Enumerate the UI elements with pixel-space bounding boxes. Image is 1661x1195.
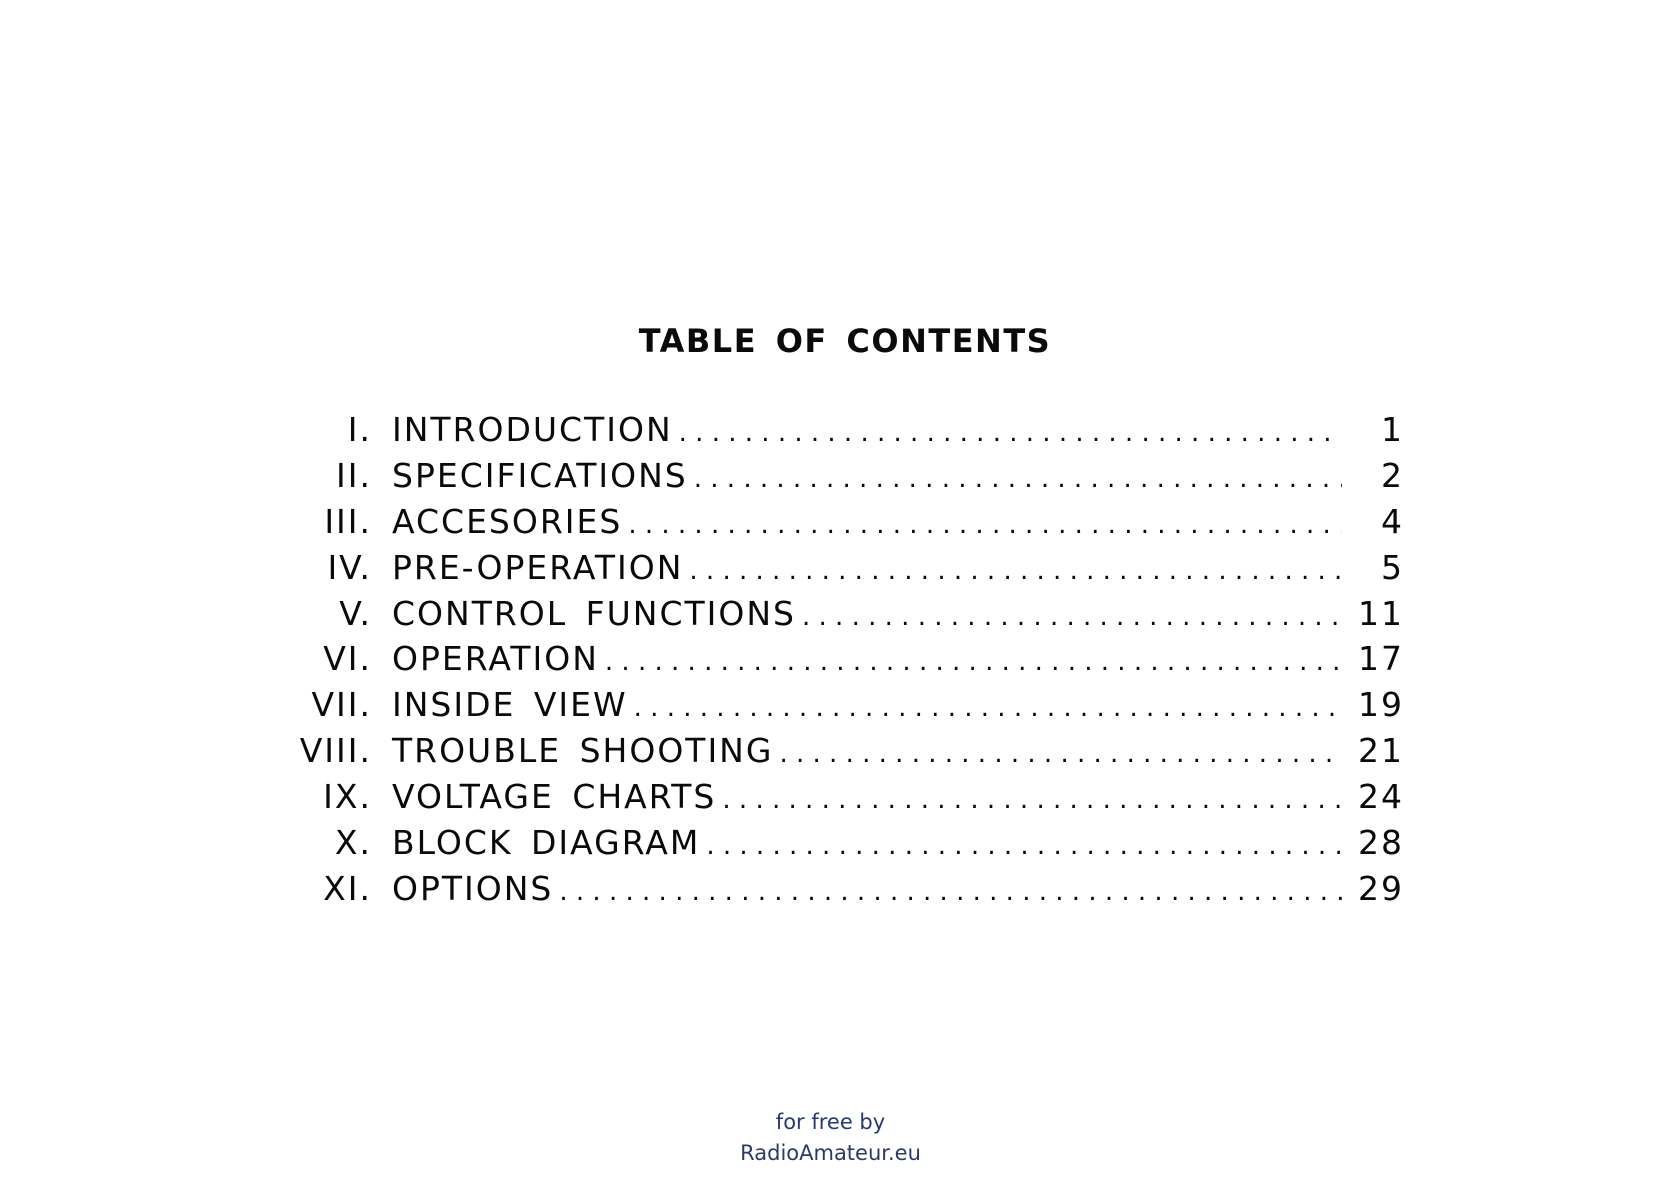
dot-leader bbox=[628, 510, 1342, 540]
toc-page-number: 19 bbox=[1358, 685, 1404, 725]
toc-label: PRE-OPERATION bbox=[392, 547, 684, 587]
footer-site-name: RadioAmateur.eu bbox=[740, 1141, 921, 1165]
toc-page-number: 2 bbox=[1381, 455, 1404, 495]
toc-label: OPERATION bbox=[392, 639, 599, 679]
toc-label: OPTIONS bbox=[392, 868, 554, 908]
dot-leader bbox=[689, 556, 1342, 586]
toc-label: VOLTAGE CHARTS bbox=[392, 777, 717, 817]
toc-numeral: VI. bbox=[323, 639, 372, 679]
toc-page-number: 24 bbox=[1358, 777, 1404, 817]
toc-page-number: 28 bbox=[1358, 823, 1404, 863]
page-title: TABLE OF CONTENTS bbox=[638, 322, 1052, 360]
toc-numeral: VIII. bbox=[299, 731, 372, 771]
toc-page-number: 21 bbox=[1358, 731, 1404, 771]
dot-leader bbox=[559, 877, 1342, 907]
toc-label: TROUBLE SHOOTING bbox=[392, 731, 774, 771]
toc-numeral: V. bbox=[339, 593, 372, 633]
toc-numeral: II. bbox=[336, 455, 372, 495]
dot-leader bbox=[605, 647, 1342, 677]
toc-entry-options bbox=[280, 869, 1404, 915]
toc-label: INSIDE VIEW bbox=[392, 685, 628, 725]
toc-entry-voltage-charts bbox=[280, 777, 1404, 823]
toc-label: CONTROL FUNCTIONS bbox=[392, 593, 796, 633]
toc-entry-inside-view bbox=[280, 685, 1404, 731]
dot-leader bbox=[679, 418, 1342, 448]
footer-credit: for free by bbox=[775, 1110, 886, 1134]
dot-leader bbox=[802, 602, 1342, 632]
toc-page-number: 29 bbox=[1358, 868, 1404, 908]
toc-page-number: 5 bbox=[1381, 547, 1404, 587]
toc-page-number: 17 bbox=[1358, 639, 1404, 679]
toc-label: INTRODUCTION bbox=[392, 410, 673, 449]
toc-entry-trouble-shooting bbox=[280, 731, 1404, 777]
toc-label: SPECIFICATIONS bbox=[392, 455, 688, 495]
dot-leader bbox=[694, 464, 1342, 494]
toc-entry-introduction bbox=[280, 410, 1404, 456]
toc-label: BLOCK DIAGRAM bbox=[392, 823, 701, 863]
toc-entry-block-diagram bbox=[280, 823, 1404, 869]
toc-numeral: VII. bbox=[311, 685, 372, 725]
toc-entry-accesories bbox=[280, 502, 1404, 548]
dot-leader bbox=[634, 693, 1342, 723]
toc-numeral: IX. bbox=[323, 777, 372, 817]
dot-leader bbox=[706, 831, 1342, 861]
toc-page-number: 4 bbox=[1381, 501, 1404, 541]
toc-numeral: X. bbox=[334, 823, 372, 863]
toc-entry-pre-operation bbox=[280, 548, 1404, 594]
toc-label: ACCESORIES bbox=[392, 501, 623, 541]
toc-entry-control-functions bbox=[280, 594, 1404, 640]
toc-numeral: IV. bbox=[327, 547, 372, 587]
toc-numeral: XI. bbox=[323, 868, 372, 908]
toc-page-number: 11 bbox=[1358, 593, 1404, 633]
toc-numeral: I. bbox=[347, 410, 372, 449]
dot-leader bbox=[722, 785, 1342, 815]
toc-entry-operation bbox=[280, 639, 1404, 685]
toc-numeral: III. bbox=[324, 501, 372, 541]
table-of-contents bbox=[280, 410, 1404, 915]
toc-page-number: 1 bbox=[1381, 410, 1404, 449]
dot-leader bbox=[779, 739, 1342, 769]
toc-entry-specifications bbox=[280, 456, 1404, 502]
